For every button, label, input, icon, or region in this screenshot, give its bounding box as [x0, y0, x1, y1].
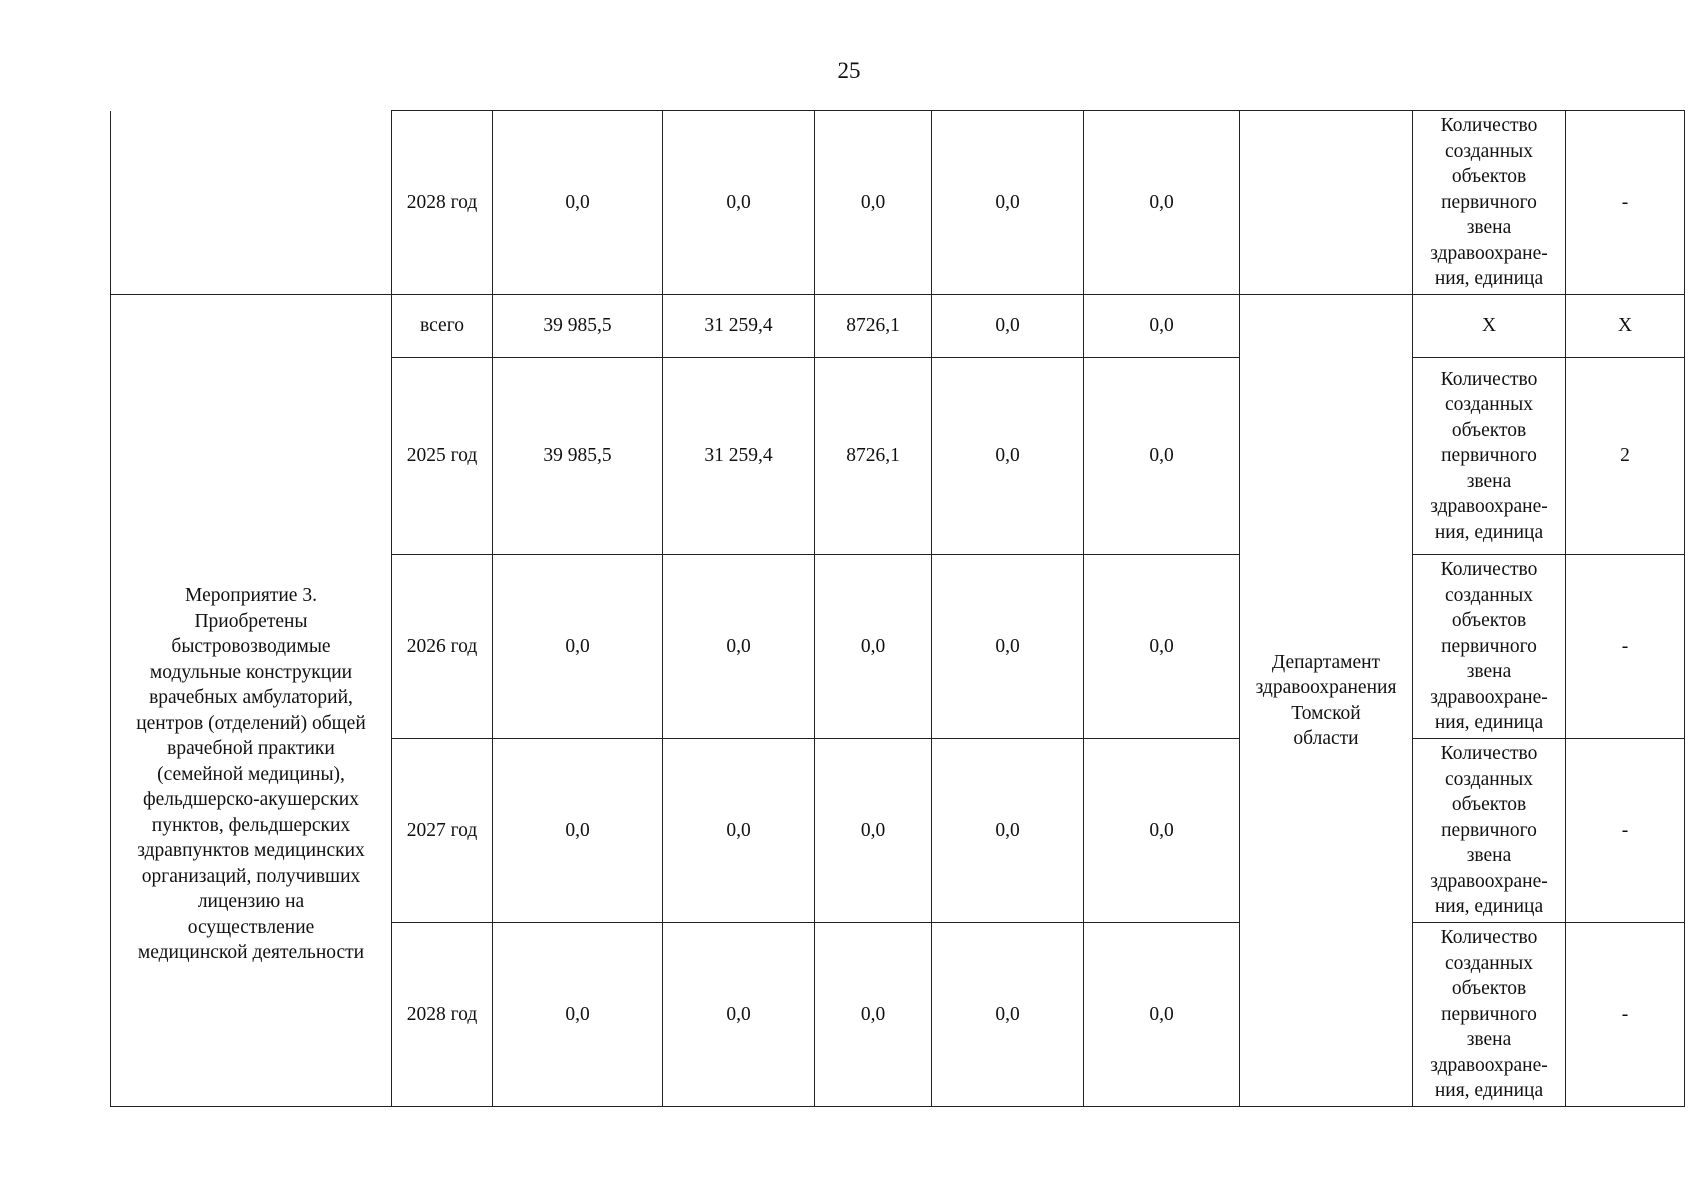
value-cell: 0,0	[663, 739, 815, 923]
value-cell: 0,0	[1084, 739, 1240, 923]
indicator-line: X	[1481, 315, 1497, 337]
event-title-line: осуществление	[187, 916, 315, 938]
value-cell: 0,0	[1084, 923, 1240, 1107]
indicator-cell	[1413, 555, 1566, 739]
event-title-line: врачебной практики	[167, 738, 335, 760]
value-cell: 8726,1	[815, 358, 932, 555]
indicator-line: созданных	[1444, 584, 1534, 606]
event-title-line: фельдшерско-акушерских	[143, 789, 359, 811]
event-title-line: здравпунктов медицинских	[137, 840, 365, 862]
value-cell: 0,0	[1084, 555, 1240, 739]
event-title-line: лицензию на	[197, 891, 305, 913]
value-cell: 39 985,5	[493, 295, 663, 358]
indicator-line: первичного	[1441, 191, 1537, 213]
indicator-cell	[1413, 739, 1566, 923]
event-cell-continued	[111, 111, 392, 295]
table-body	[111, 111, 1685, 1107]
indicator-line: Количество	[1440, 368, 1538, 390]
year-cell: 2028 год	[392, 923, 493, 1107]
indicator-value-cell: -	[1566, 739, 1685, 923]
indicator-line: здравоохране-	[1430, 686, 1548, 708]
value-cell: 8726,1	[815, 295, 932, 358]
value-cell: 0,0	[932, 295, 1084, 358]
value-cell: 0,0	[932, 555, 1084, 739]
indicator-value-cell: 2	[1566, 358, 1685, 555]
table-row	[111, 111, 1685, 295]
indicator-line: созданных	[1444, 394, 1534, 416]
indicator-line: объектов	[1451, 419, 1527, 441]
indicator-cell	[1413, 923, 1566, 1107]
value-cell: 0,0	[1084, 295, 1240, 358]
value-cell: 0,0	[815, 739, 932, 923]
budget-table	[110, 110, 1685, 1107]
table-row	[111, 295, 1685, 358]
event-title-line: Приобретены	[194, 610, 308, 632]
indicator-line: ния, единица	[1434, 268, 1544, 290]
value-cell: 0,0	[815, 923, 932, 1107]
indicator-value-cell: -	[1566, 923, 1685, 1107]
event-title-line: врачебных амбулаторий,	[149, 687, 353, 709]
page-number: 25	[837, 58, 861, 83]
responsible-line: здравоохранения	[1255, 677, 1397, 698]
value-cell: 0,0	[932, 923, 1084, 1107]
indicator-value-cell: X	[1566, 295, 1685, 358]
year-cell: всего	[392, 295, 493, 358]
indicator-cell	[1413, 295, 1566, 358]
indicator-value-cell: -	[1566, 555, 1685, 739]
value-cell: 0,0	[815, 111, 932, 295]
responsible-cell	[1240, 111, 1413, 295]
indicator-line: здравоохране-	[1430, 1054, 1548, 1076]
value-cell: 0,0	[493, 923, 663, 1107]
event-title-line: Мероприятие 3.	[185, 585, 317, 607]
event-title-line: организаций, получивших	[141, 865, 361, 887]
value-cell: 0,0	[1084, 111, 1240, 295]
indicator-line: созданных	[1444, 952, 1534, 974]
value-cell: 0,0	[493, 739, 663, 923]
indicator-line: ния, единица	[1434, 1080, 1544, 1102]
value-cell: 0,0	[663, 555, 815, 739]
indicator-line: звена	[1466, 1029, 1512, 1051]
indicator-line: объектов	[1451, 794, 1527, 816]
indicator-line: ния, единица	[1434, 521, 1544, 543]
value-cell: 0,0	[663, 923, 815, 1107]
indicator-line: первичного	[1441, 819, 1537, 841]
year-cell: 2027 год	[392, 739, 493, 923]
value-cell: 0,0	[815, 555, 932, 739]
indicator-line: объектов	[1451, 610, 1527, 632]
indicator-line: созданных	[1444, 768, 1534, 790]
indicator-line: Количество	[1440, 927, 1538, 949]
value-cell: 0,0	[932, 358, 1084, 555]
indicator-line: Количество	[1440, 115, 1538, 137]
value-cell: 0,0	[1084, 358, 1240, 555]
indicator-cell	[1413, 358, 1566, 555]
indicator-line: ния, единица	[1434, 712, 1544, 734]
event-title-line: медицинской деятельности	[137, 942, 365, 964]
indicator-line: первичного	[1441, 635, 1537, 657]
year-cell: 2025 год	[392, 358, 493, 555]
year-cell: 2026 год	[392, 555, 493, 739]
event-title-cell	[111, 295, 392, 1107]
indicator-line: звена	[1466, 470, 1512, 492]
indicator-line: Количество	[1440, 743, 1538, 765]
event-title-line: модульные конструкции	[149, 661, 353, 683]
event-title-line: быстровозводимые	[171, 636, 331, 658]
indicator-line: первичного	[1441, 1003, 1537, 1025]
value-cell: 0,0	[493, 111, 663, 295]
value-cell: 0,0	[493, 555, 663, 739]
indicator-line: здравоохране-	[1430, 870, 1548, 892]
year-cell: 2028 год	[392, 111, 493, 295]
responsible-line: области	[1293, 728, 1359, 749]
indicator-line: звена	[1466, 845, 1512, 867]
event-title-line: центров (отделений) общей	[136, 712, 366, 734]
event-title-line: пунктов, фельдшерских	[151, 814, 351, 836]
indicator-line: созданных	[1444, 140, 1534, 162]
indicator-cell	[1413, 111, 1566, 295]
indicator-line: объектов	[1451, 978, 1527, 1000]
indicator-line: Количество	[1440, 559, 1538, 581]
indicator-line: объектов	[1451, 166, 1527, 188]
responsible-cell	[1240, 295, 1413, 1107]
indicator-line: здравоохране-	[1430, 242, 1548, 264]
indicator-value-cell: -	[1566, 111, 1685, 295]
indicator-line: ния, единица	[1434, 896, 1544, 918]
event-title-line: (семейной медицины),	[157, 763, 345, 785]
value-cell: 31 259,4	[663, 358, 815, 555]
indicator-line: звена	[1466, 661, 1512, 683]
indicator-line: здравоохране-	[1430, 496, 1548, 518]
value-cell: 39 985,5	[493, 358, 663, 555]
indicator-line: первичного	[1441, 445, 1537, 467]
value-cell: 0,0	[663, 111, 815, 295]
indicator-line: звена	[1466, 217, 1512, 239]
value-cell: 0,0	[932, 739, 1084, 923]
responsible-line: Департамент	[1271, 651, 1381, 673]
value-cell: 31 259,4	[663, 295, 815, 358]
value-cell: 0,0	[932, 111, 1084, 295]
responsible-line: Томской	[1291, 702, 1361, 724]
